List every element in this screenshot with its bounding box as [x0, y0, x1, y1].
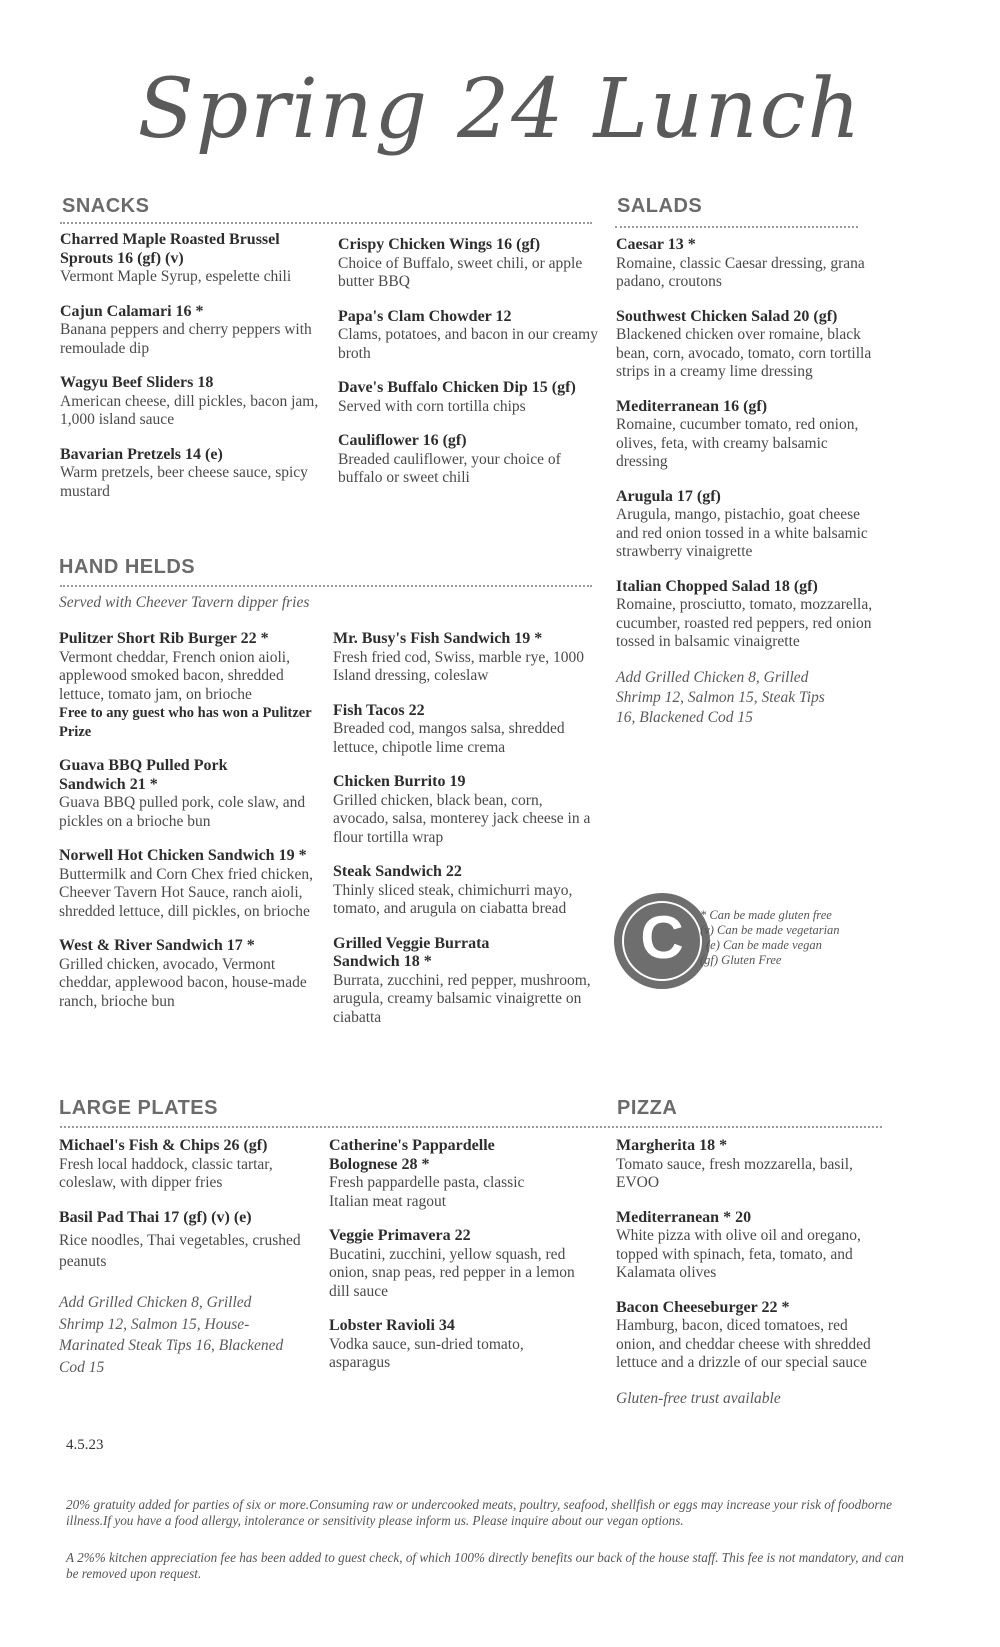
menu-item: Papa's Clam Chowder 12 Clams, potatoes, and bacon in our creamy broth — [338, 307, 598, 362]
large-pizza-divider — [60, 1126, 882, 1128]
menu-item: Mr. Busy's Fish Sandwich 19 * Fresh fried cod, Swiss, marble rye, 1000 Island dressing, coleslaw — [333, 630, 584, 684]
menu-item: Mediterranean 16 (gf) Romaine, cucumber tomato, red onion, olives, feta, with creamy balsamic dressing — [616, 397, 859, 470]
menu-item: Pulitzer Short Rib Burger 22 * Vermont cheddar, French onion aioli, applewood smoked bacon, shredded lettuce, tomato jam, on brioche Free to any guest who has won a Pulitzer Prize — [59, 630, 312, 740]
menu-item: Steak Sandwich 22 Thinly sliced steak, chimichurri mayo, tomato, and arugula on ciabatta bread — [333, 863, 573, 917]
menu-item: Catherine's Pappardelle Bolognese 28 * Fresh pappardelle pasta, classic Italian meat ragout — [329, 1137, 525, 1210]
menu-item: Margherita 18 * Tomato sauce, fresh mozzarella, basil, EVOO — [616, 1137, 853, 1191]
salads-col — [616, 236, 881, 728]
pizza-note: Gluten-free trust available — [616, 1389, 781, 1407]
pizza-heading: PIZZA — [617, 1097, 678, 1119]
snacks-divider — [60, 222, 592, 224]
menu-item: Mediterranean * 20 White pizza with olive oil and oregano, topped with spinach, feta, tomato, and Kalamata olives — [616, 1208, 861, 1281]
logo-letter: C — [640, 904, 684, 971]
legend-line: * Can be made gluten free — [700, 908, 832, 922]
large-col2 — [329, 1137, 594, 1389]
large-col1 — [59, 1137, 319, 1378]
menu-item: Dave's Buffalo Chicken Dip 15 (gf) Served with corn tortilla chips — [338, 379, 576, 415]
footer-fee-note: A 2%% kitchen appreciation fee has been added to guest check, of which 100% directly benefits our back of the house staff. This fee is not mandatory, and can be removed upon request. — [66, 1550, 904, 1581]
menu-item: Guava BBQ Pulled Pork Sandwich 21 * Guava BBQ pulled pork, cole slaw, and pickles on a brioche bun — [59, 757, 306, 830]
menu-item: Lobster Ravioli 34 Vodka sauce, sun-dried tomato, asparagus — [329, 1317, 524, 1371]
salads-heading: SALADS — [617, 195, 703, 217]
snacks-col1 — [60, 231, 320, 517]
handhelds-served-note: Served with Cheever Tavern dipper fries — [59, 594, 310, 611]
menu-item: Caesar 13 * Romaine, classic Caesar dressing, grana padano, croutons — [616, 236, 865, 290]
footer-disclaimer: 20% gratuity added for parties of six or more.Consuming raw or undercooked meats, poultry, seafood, shellfish or eggs may increase your risk of foodborne illness.If you have a food allergy, intolerance or sensitivity please inform us. Please inquire about our vegan options. — [66, 1497, 892, 1528]
menu-item: West & River Sandwich 17 * Grilled chicken, avocado, Vermont cheddar, applewood bacon, house-made ranch, brioche bun — [59, 937, 307, 1010]
legend-line: (e) Can be made vegan — [706, 938, 822, 952]
menu-item: Bacon Cheeseburger 22 * Hamburg, bacon, diced tomatoes, red onion, and cheddar cheese with shredded lettuce and a drizzle of our special sauce — [616, 1298, 871, 1371]
handhelds-col1 — [59, 630, 324, 1027]
menu-title: Spring 24 Lunch — [137, 62, 863, 157]
snacks-heading: SNACKS — [62, 195, 150, 217]
snacks-col2 — [338, 236, 598, 504]
legend-line: (v) Can be made vegetarian — [700, 923, 840, 937]
tavern-logo — [614, 893, 710, 989]
salads-divider — [615, 226, 858, 228]
menu-item: Norwell Hot Chicken Sandwich 19 * Buttermilk and Corn Chex fried chicken, Cheever Tavern Hot Sauce, ranch aioli, shredded lettuce, dill pickles, on brioche — [59, 847, 313, 920]
menu-item: Italian Chopped Salad 18 (gf) Romaine, prosciutto, tomato, mozzarella, cucumber, roasted red peppers, red onion tossed in balsamic vinaigrette — [616, 577, 873, 650]
menu-item: Fish Tacos 22 Breaded cod, mangos salsa, shredded lettuce, chipotle lime crema — [333, 701, 565, 756]
menu-item: Wagyu Beef Sliders 18 American cheese, dill pickles, bacon jam, 1,000 island sauce — [60, 374, 319, 428]
handhelds-col2 — [333, 630, 598, 1043]
dietary-legend — [700, 908, 840, 968]
menu-item: Grilled Veggie Burrata Sandwich 18 * Burrata, zucchini, red pepper, mushroom, arugula, creamy balsamic vinaigrette on ciabatta — [333, 934, 591, 1026]
menu-date: 4.5.23 — [66, 1437, 104, 1453]
menu-item: Cauliflower 16 (gf) Breaded cauliflower, your choice of buffalo or sweet chili — [338, 432, 561, 486]
menu-item: Charred Maple Roasted Brussel Sprouts 16 (gf) (v) Vermont Maple Syrup, espelette chili — [60, 231, 292, 285]
handhelds-heading: HAND HELDS — [59, 556, 196, 578]
handhelds-divider — [60, 585, 592, 587]
menu-item: Basil Pad Thai 17 (gf) (v) (e) Rice noodles, Thai vegetables, crushed peanuts — [59, 1208, 301, 1270]
large-plates-heading: LARGE PLATES — [59, 1097, 218, 1119]
large-addons: Add Grilled Chicken 8, Grilled Shrimp 12, Salmon 15, House-Marinated Steak Tips 16, Blackened Cod 15 — [59, 1294, 284, 1376]
menu-item: Veggie Primavera 22 Bucatini, zucchini, yellow squash, red onion, snap peas, red pepper in a lemon dill sauce — [329, 1227, 575, 1300]
menu-item: Michael's Fish & Chips 26 (gf) Fresh local haddock, classic tartar, coleslaw, with dipper fries — [59, 1137, 273, 1191]
menu-item: Arugula 17 (gf) Arugula, mango, pistachio, goat cheese and red onion tossed in a white balsamic strawberry vinaigrette — [616, 487, 868, 560]
legend-line: (gf) Gluten Free — [700, 953, 782, 967]
menu-item: Chicken Burrito 19 Grilled chicken, black bean, corn, avocado, salsa, monterey jack cheese in a flour tortilla wrap — [333, 773, 591, 846]
menu-item: Crispy Chicken Wings 16 (gf) Choice of Buffalo, sweet chili, or apple butter BBQ — [338, 236, 583, 290]
salad-addons: Add Grilled Chicken 8, Grilled Shrimp 12, Salmon 15, Steak Tips 16, Blackened Cod 15 — [616, 668, 825, 726]
menu-item: Bavarian Pretzels 14 (e) Warm pretzels, beer cheese sauce, spicy mustard — [60, 445, 308, 500]
menu-item: Cajun Calamari 16 * Banana peppers and cherry peppers with remoulade dip — [60, 302, 312, 357]
pizza-col — [616, 1137, 876, 1409]
menu-item: Southwest Chicken Salad 20 (gf) Blackened chicken over romaine, black bean, corn, avocado, tomato, corn tortilla strips in a creamy lime dressing — [616, 307, 872, 380]
